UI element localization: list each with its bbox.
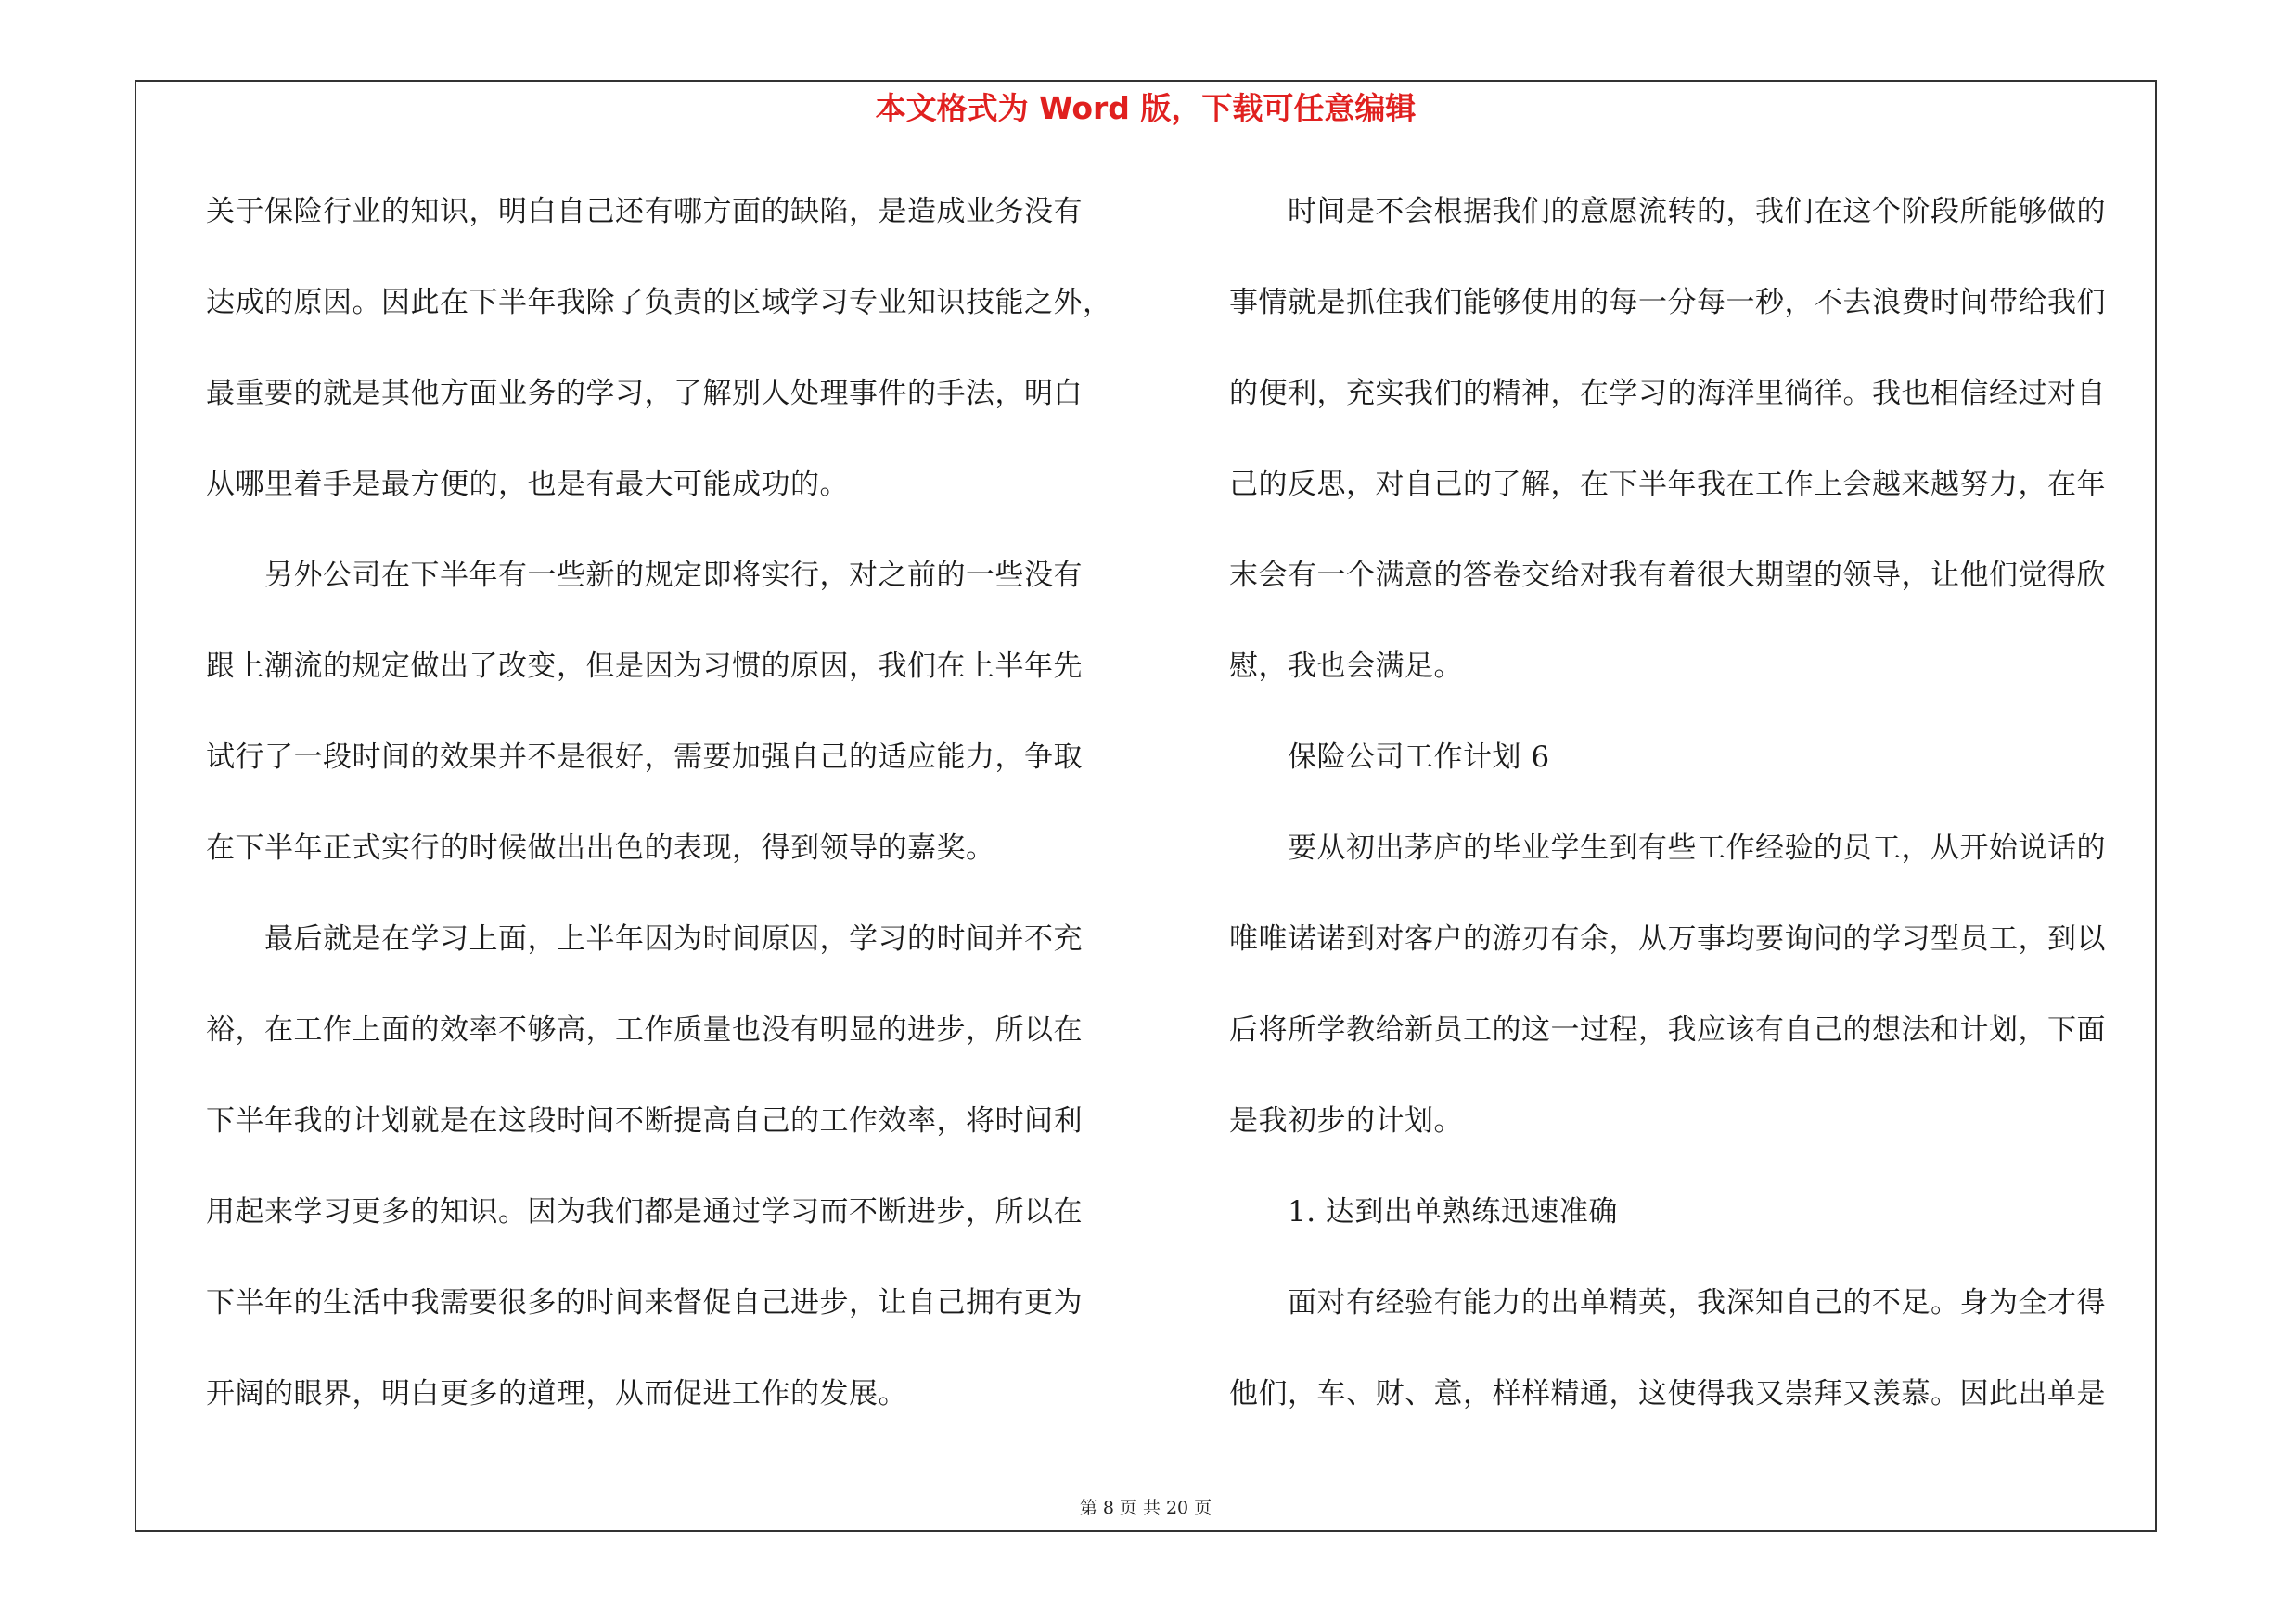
- text-line: 最后就是在学习上面，上半年因为时间原因，学习的时间并不充: [206, 922, 1083, 956]
- text-line: 用起来学习更多的知识。因为我们都是通过学习而不断进步，所以在: [206, 1195, 1083, 1229]
- left-column: [206, 184, 1134, 1457]
- text-line: 下半年我的计划就是在这段时间不断提高自己的工作效率，将时间利: [206, 1104, 1083, 1138]
- text-line: 达成的原因。因此在下半年我除了负责的区域学习专业知识技能之外，: [206, 286, 1112, 319]
- right-column: [1229, 184, 2148, 1457]
- text-line: 面对有经验有能力的出单精英，我深知自己的不足。身为全才得: [1229, 1286, 2106, 1320]
- text-line: 要从初出茅庐的毕业学生到有些工作经验的员工，从开始说话的: [1229, 831, 2106, 865]
- text-line: 关于保险行业的知识，明白自己还有哪方面的缺陷，是造成业务没有: [206, 195, 1083, 228]
- text-line: 开阔的眼界，明白更多的道理，从而促进工作的发展。: [206, 1377, 907, 1410]
- text-line: 的便利，充实我们的精神，在学习的海洋里徜徉。我也相信经过对自: [1229, 377, 2106, 410]
- text-line: 他们，车、财、意，样样精通，这使得我又崇拜又羡慕。因此出单是: [1229, 1377, 2106, 1410]
- text-line: 唯唯诺诺到对客户的游刃有余，从万事均要询问的学习型员工，到以: [1229, 922, 2106, 956]
- text-line: 是我初步的计划。: [1229, 1104, 1463, 1138]
- text-line: 跟上潮流的规定做出了改变，但是因为习惯的原因，我们在上半年先: [206, 650, 1083, 683]
- footer-suffix: 页: [1194, 1498, 1212, 1518]
- page-footer: [135, 1494, 2157, 1519]
- total-pages: 20: [1165, 1498, 1189, 1518]
- page-number: 8: [1102, 1498, 1114, 1518]
- text-line: 另外公司在下半年有一些新的规定即将实行，对之前的一些没有: [206, 559, 1083, 592]
- footer-prefix: 第: [1079, 1498, 1097, 1518]
- text-line: 后将所学教给新员工的这一过程，我应该有自己的想法和计划，下面: [1229, 1013, 2106, 1047]
- text-line: 最重要的就是其他方面业务的学习，了解别人处理事件的手法，明白: [206, 377, 1083, 410]
- text-line: 时间是不会根据我们的意愿流转的，我们在这个阶段所能够做的: [1229, 195, 2106, 228]
- text-line: 从哪里着手是最方便的，也是有最大可能成功的。: [206, 468, 849, 501]
- text-line: 己的反思，对自己的了解，在下半年我在工作上会越来越努力，在年: [1229, 468, 2106, 501]
- text-line: 在下半年正式实行的时候做出出色的表现，得到领导的嘉奖。: [206, 831, 995, 865]
- section-heading: 保险公司工作计划 6: [1229, 741, 1550, 774]
- text-line: 慰，我也会满足。: [1229, 650, 1463, 683]
- text-line: 末会有一个满意的答卷交给对我有着很大期望的领导，让他们觉得欣: [1229, 559, 2106, 592]
- footer-middle: 页 共: [1119, 1498, 1161, 1518]
- text-line: 事情就是抓住我们能够使用的每一分每一秒，不去浪费时间带给我们: [1229, 286, 2106, 319]
- text-line: 试行了一段时间的效果并不是很好，需要加强自己的适应能力，争取: [206, 741, 1083, 774]
- text-line: 裕，在工作上面的效率不够高，工作质量也没有明显的进步，所以在: [206, 1013, 1083, 1047]
- text-line: 下半年的生活中我需要很多的时间来督促自己进步，让自己拥有更为: [206, 1286, 1083, 1320]
- header-banner: 本文格式为 Word 版，下载可任意编辑: [875, 90, 1417, 126]
- list-item-heading: 1. 达到出单熟练迅速准确: [1229, 1195, 1618, 1229]
